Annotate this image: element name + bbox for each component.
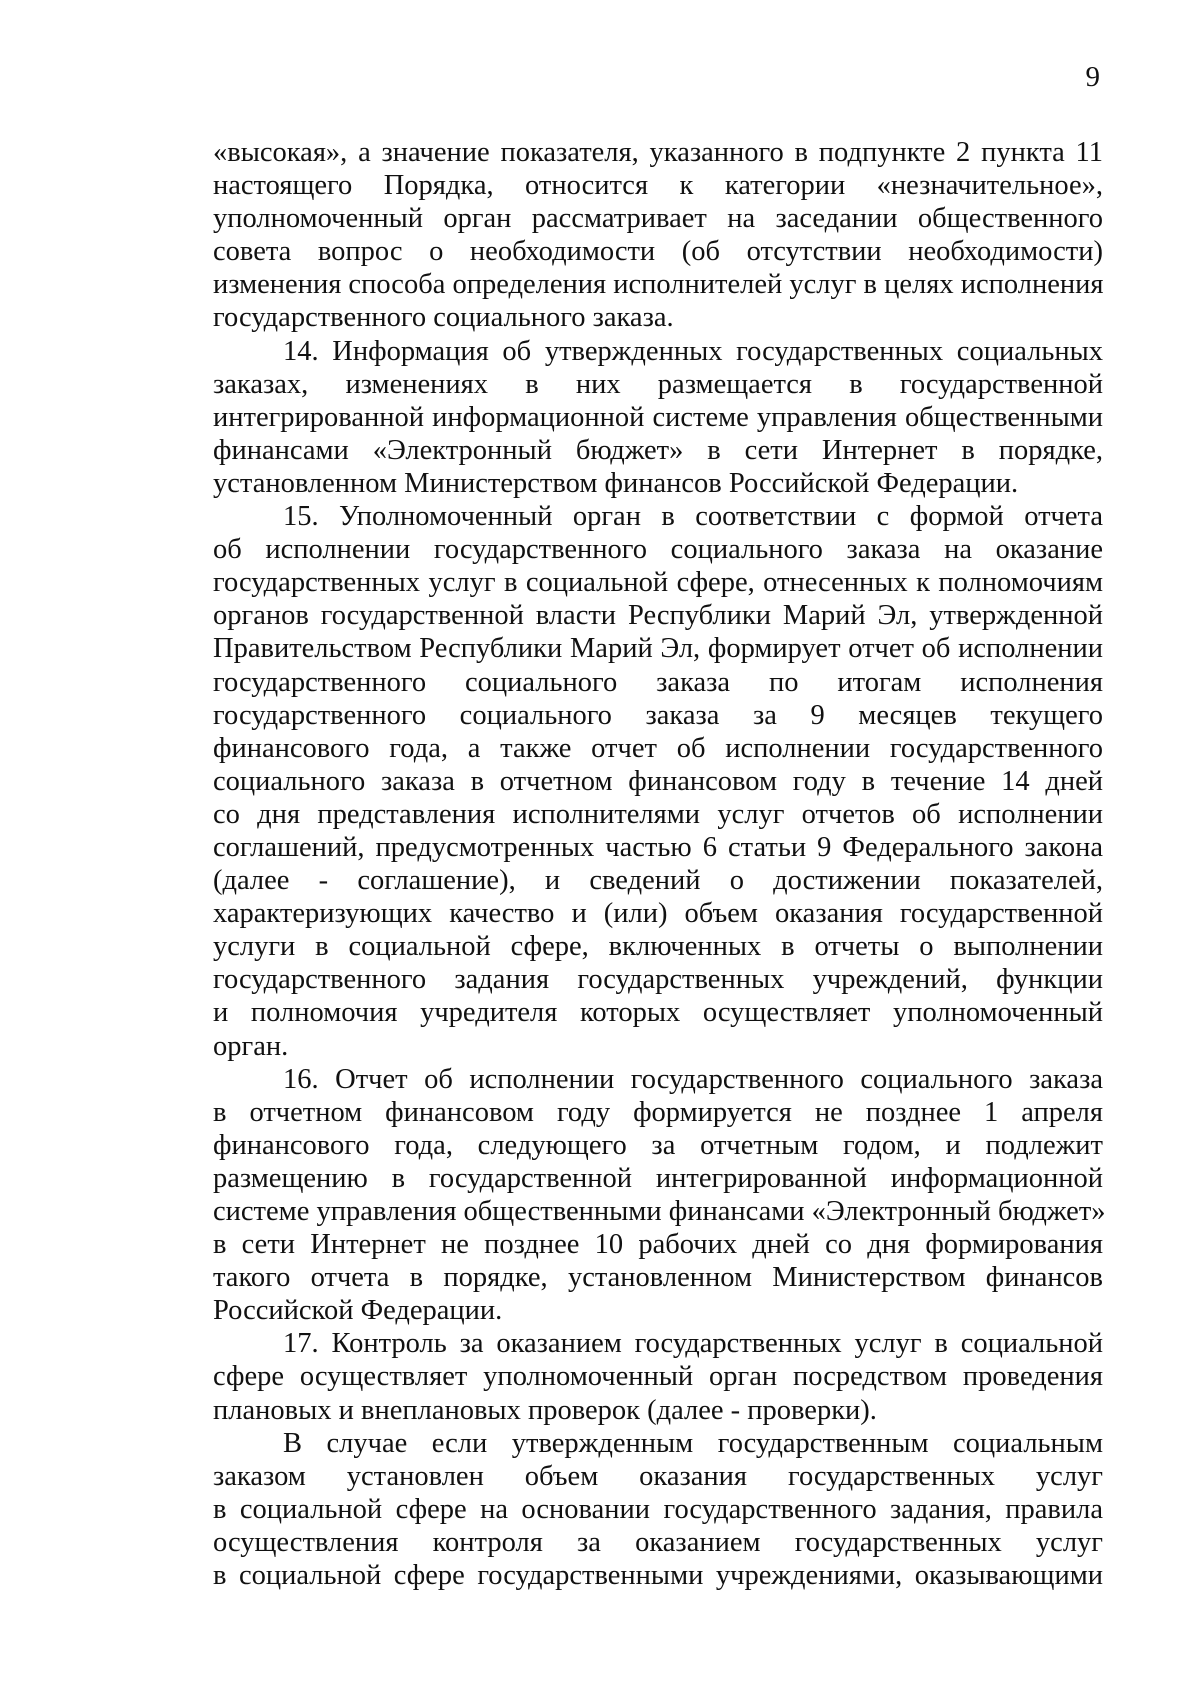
body-text xyxy=(213,136,1106,1592)
text-line: 14. Информация об утвержденных государственных социальных xyxy=(283,335,1103,367)
text-line: сфере осуществляет уполномоченный орган посредством проведения xyxy=(213,1361,1103,1393)
text-line: заказом установлен объем оказания государственных услуг xyxy=(213,1460,1103,1492)
text-line: интегрированной информационной системе управления общественными xyxy=(213,401,1103,433)
text-line: совета вопрос о необходимости (об отсутствии необходимости) xyxy=(213,236,1103,268)
text-line: финансового года, следующего за отчетным годом, и подлежит xyxy=(213,1129,1103,1161)
text-line: об исполнении государственного социального заказа на оказание xyxy=(213,534,1103,566)
text-line: органов государственной власти Республики Марий Эл, утвержденной xyxy=(213,600,1103,632)
text-line: социального заказа в отчетном финансовом году в течение 14 дней xyxy=(213,765,1103,797)
text-line: В случае если утвержденным государственным социальным xyxy=(283,1427,1103,1459)
text-line: государственных услуг в социальной сфере, отнесенных к полномочиям xyxy=(213,567,1103,599)
text-line: заказах, изменениях в них размещается в государственной xyxy=(213,368,1103,400)
text-line: орган. xyxy=(213,1030,289,1062)
text-line: в сети Интернет не позднее 10 рабочих дней со дня формирования xyxy=(213,1229,1103,1261)
page-number: 9 xyxy=(1085,61,1100,93)
text-line: 17. Контроль за оказанием государственных услуг в социальной xyxy=(283,1328,1103,1360)
text-line: 16. Отчет об исполнении государственного социального заказа xyxy=(283,1063,1103,1095)
text-line: финансами «Электронный бюджет» в сети Интернет в порядке, xyxy=(213,434,1103,466)
text-line: настоящего Порядка, относится к категории «незначительное», xyxy=(213,170,1103,202)
text-line: в социальной сфере государственными учреждениями, оказывающими xyxy=(213,1560,1103,1592)
text-line: плановых и внеплановых проверок (далее - проверки). xyxy=(213,1394,877,1426)
text-line: размещению в государственной интегрированной информационной xyxy=(213,1162,1103,1194)
text-line: Правительством Республики Марий Эл, формирует отчет об исполнении xyxy=(213,633,1103,665)
text-line: (далее - соглашение), и сведений о достижении показателей, xyxy=(213,865,1103,897)
text-line: установленном Министерством финансов Российской Федерации. xyxy=(213,467,1019,499)
text-line: характеризующих качество и (или) объем оказания государственной xyxy=(213,898,1103,930)
text-line: 15. Уполномоченный орган в соответствии с формой отчета xyxy=(283,501,1103,533)
text-line: осуществления контроля за оказанием государственных услуг xyxy=(213,1526,1103,1558)
text-line: Российской Федерации. xyxy=(213,1295,503,1327)
text-line: со дня представления исполнителями услуг отчетов об исполнении xyxy=(213,798,1103,830)
text-line: и полномочия учредителя которых осуществляет уполномоченный xyxy=(213,997,1103,1029)
text-line: государственного социального заказа за 9 месяцев текущего xyxy=(213,699,1103,731)
text-line: в отчетном финансовом году формируется не позднее 1 апреля xyxy=(213,1096,1103,1128)
text-line: услуги в социальной сфере, включенных в отчеты о выполнении xyxy=(213,931,1103,963)
text-line: изменения способа определения исполнителей услуг в целях исполнения xyxy=(213,269,1104,301)
text-line: в социальной сфере на основании государственного задания, правила xyxy=(213,1493,1103,1525)
text-line: уполномоченный орган рассматривает на заседании общественного xyxy=(213,203,1103,235)
text-line: «высокая», а значение показателя, указанного в подпункте 2 пункта 11 xyxy=(213,137,1103,168)
text-line: соглашений, предусмотренных частью 6 статьи 9 Федерального закона xyxy=(213,831,1103,863)
text-line: такого отчета в порядке, установленном Министерством финансов xyxy=(213,1262,1103,1294)
text-line: государственного социального заказа по итогам исполнения xyxy=(213,666,1103,698)
text-line: системе управления общественными финансами «Электронный бюджет» xyxy=(213,1196,1106,1227)
text-line: государственного социального заказа. xyxy=(213,302,674,334)
text-line: финансового года, а также отчет об исполнении государственного xyxy=(213,732,1103,764)
text-line: государственного задания государственных учреждений, функции xyxy=(213,964,1103,996)
